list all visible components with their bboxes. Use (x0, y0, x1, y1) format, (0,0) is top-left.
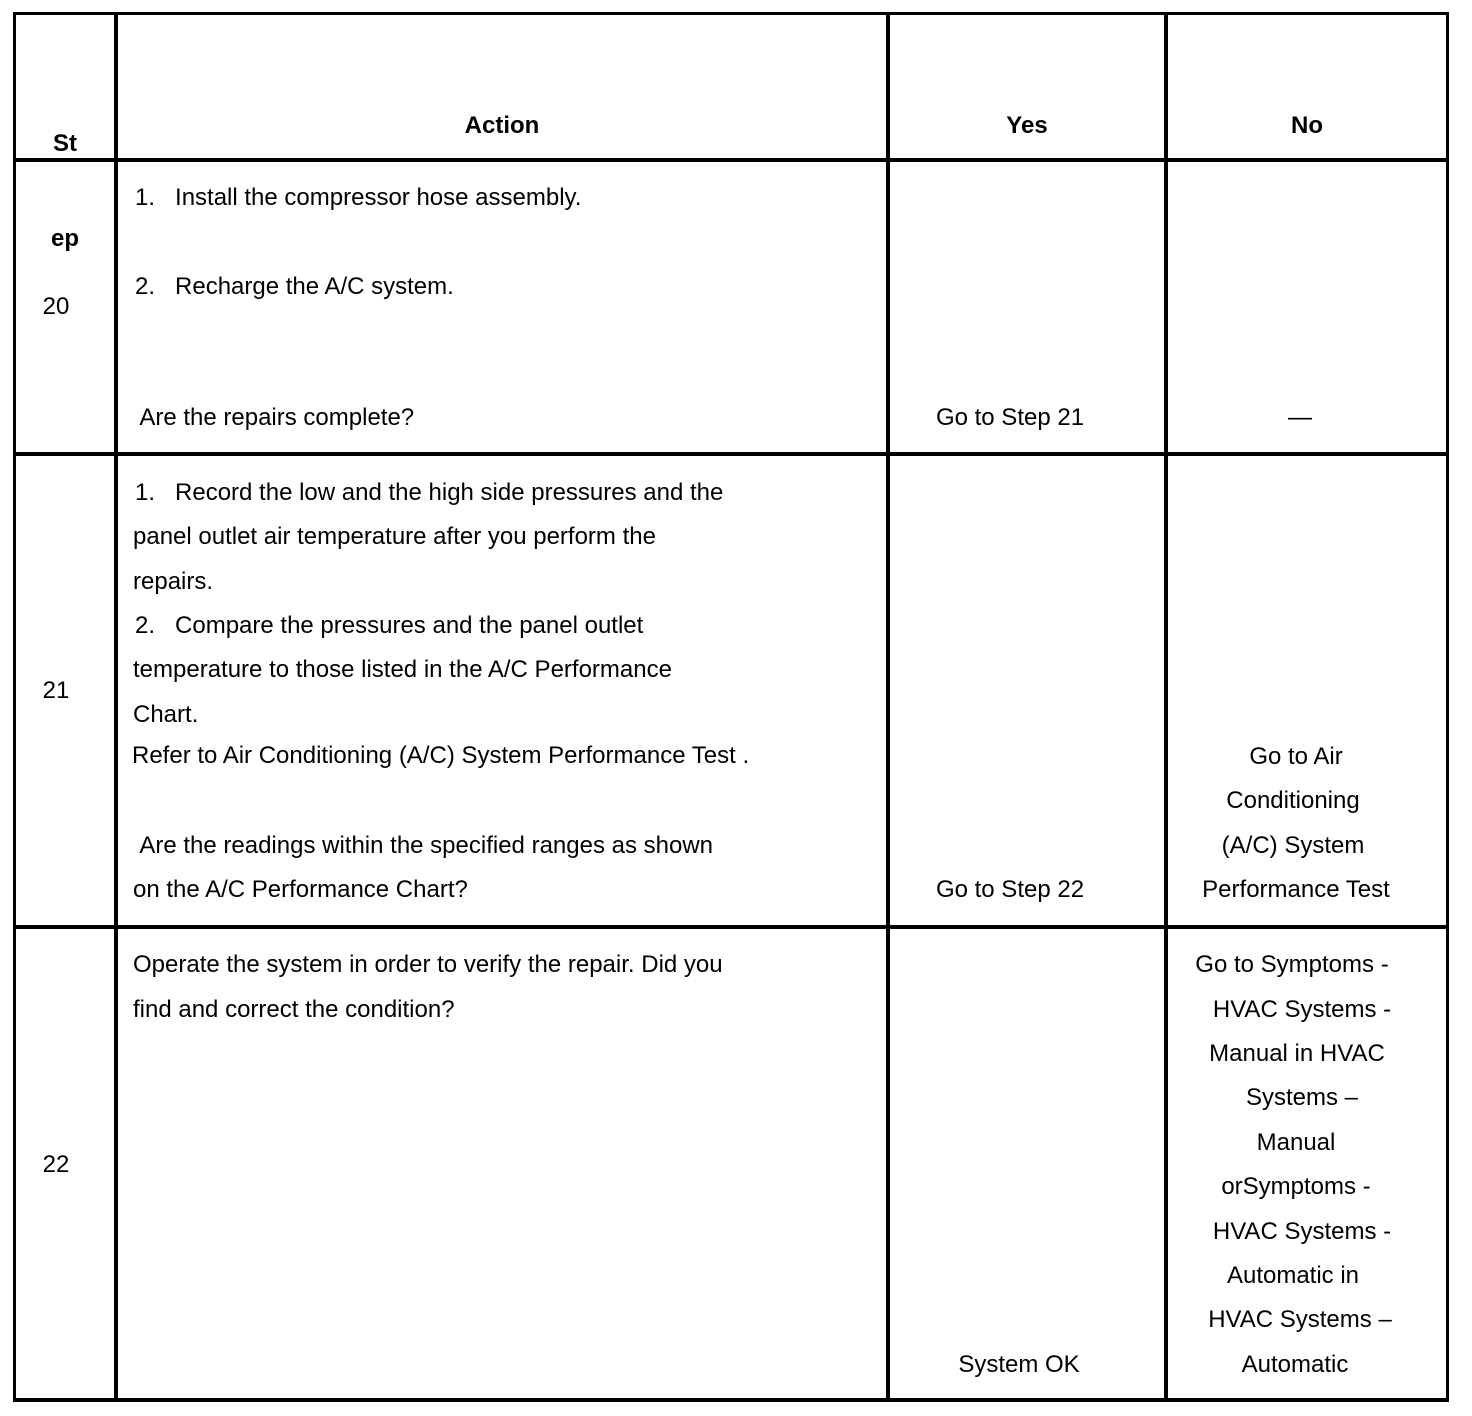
column-divider (886, 12, 890, 1402)
action-line: 1. Install the compressor hose assembly. (135, 184, 582, 211)
no-result-line: (A/C) System (1221, 832, 1365, 859)
action-line: Operate the system in order to verify the repair. Did you (133, 951, 723, 978)
header-divider (13, 158, 1449, 162)
action-question: Are the readings within the specified ranges as shown (134, 832, 714, 859)
action-line: find and correct the condition? (133, 996, 455, 1023)
no-result-line: Go to Air (1249, 743, 1343, 770)
header-action: Action (464, 112, 540, 139)
action-question: on the A/C Performance Chart? (133, 876, 468, 903)
table-border-top (13, 12, 1449, 15)
step-number: 21 (42, 677, 70, 704)
action-question: Are the repairs complete? (134, 404, 415, 431)
step-number: 20 (42, 293, 70, 320)
header-step (16, 74, 114, 281)
no-result-line: Conditioning (1226, 787, 1360, 814)
header-step-line2: ep (50, 225, 79, 252)
action-line: temperature to those listed in the A/C Performance (133, 656, 672, 683)
yes-result: Go to Step 21 (935, 404, 1085, 431)
action-line: repairs. (133, 568, 214, 595)
no-result-line: orSymptoms - (1221, 1173, 1371, 1200)
header-step-line1: St (53, 130, 77, 157)
action-line: Chart. (133, 701, 199, 728)
yes-result: System OK (958, 1351, 1080, 1378)
no-result-line: Automatic (1241, 1351, 1349, 1378)
action-line: panel outlet air temperature after you perform the (133, 523, 656, 550)
no-result-line: Manual in HVAC (1209, 1040, 1385, 1067)
no-result-line: Go to Symptoms - (1195, 951, 1389, 978)
no-result: — (1288, 404, 1312, 431)
no-result-line: Automatic in (1226, 1262, 1360, 1289)
no-result-line: Manual (1256, 1129, 1336, 1156)
table-border-bottom (13, 1398, 1449, 1402)
action-line: 2. Recharge the A/C system. (135, 273, 454, 300)
no-result-line: HVAC Systems - (1212, 1218, 1392, 1245)
row-divider (13, 925, 1449, 929)
header-yes: Yes (1006, 112, 1048, 139)
no-result-line: Performance Test (1202, 876, 1390, 903)
action-line: 1. Record the low and the high side pressures and the (135, 479, 724, 506)
no-result-line: HVAC Systems - (1212, 996, 1392, 1023)
no-result-line: Systems – (1245, 1084, 1359, 1111)
yes-result: Go to Step 22 (935, 876, 1085, 903)
header-no: No (1291, 112, 1323, 139)
column-divider (114, 12, 118, 1402)
table-border-right (1446, 12, 1449, 1402)
step-number: 22 (42, 1151, 70, 1178)
row-divider (13, 452, 1449, 456)
no-result-line: HVAC Systems – (1208, 1306, 1392, 1333)
action-reference: Refer to Air Conditioning (A/C) System Performance Test . (132, 742, 750, 769)
action-line: 2. Compare the pressures and the panel outlet (135, 612, 644, 639)
